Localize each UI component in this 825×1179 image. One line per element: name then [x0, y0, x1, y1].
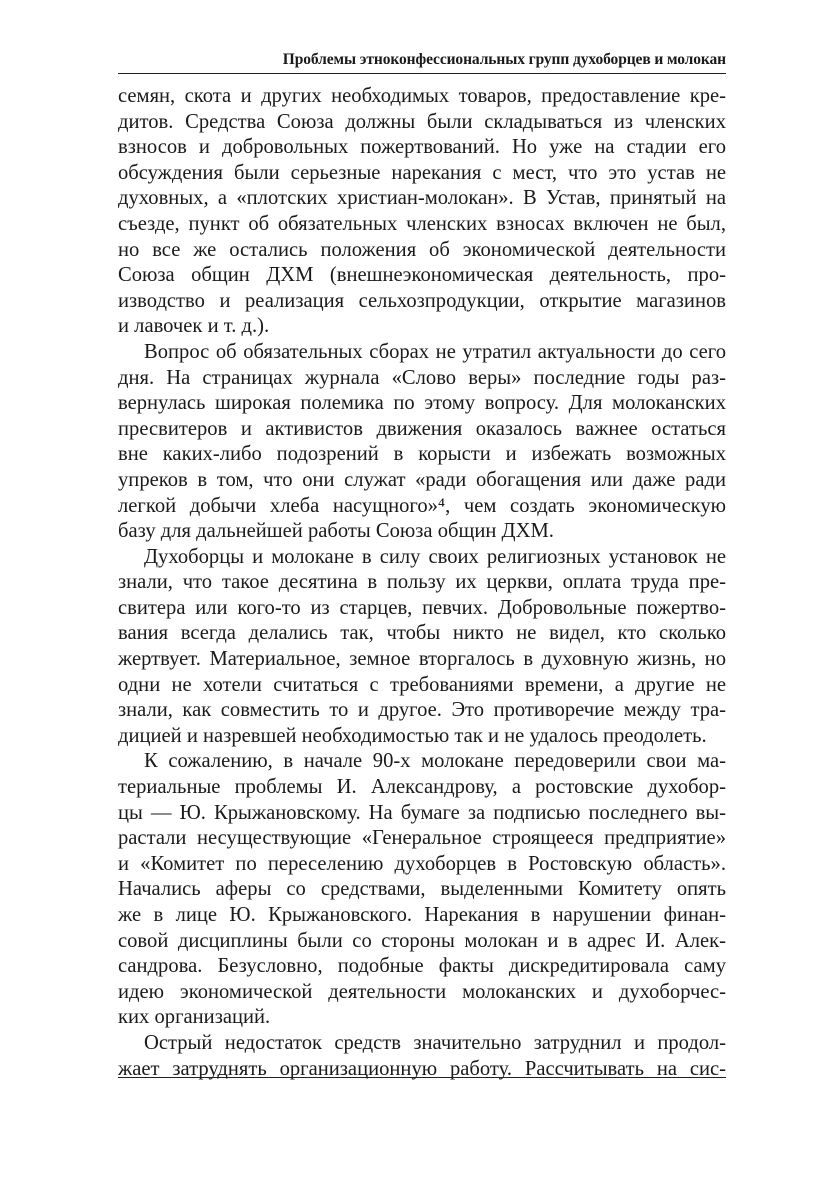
text-line: и лавочек и т. д.).: [118, 315, 270, 338]
text-line: дня. На страницах журнала «Слово веры» последние годы раз-: [118, 366, 726, 389]
text-line: цы — Ю. Крыжановскому. На бумаге за подписью последнего вы-: [118, 801, 726, 824]
text-line: одни не хотели считаться с требованиями времени, а другие не: [118, 673, 726, 696]
text-line: Начались аферы со средствами, выделенными Комитету опять: [118, 878, 726, 901]
footer-rule: [118, 1077, 726, 1078]
text-line: духовных, а «плотских христиан-молокан». В Устав, принятый на: [118, 187, 726, 210]
text-line: упреков в том, что они служат «ради обогащения или даже ради: [118, 468, 726, 491]
text-line: пресвитеров и активистов движения оказалось важнее остаться: [118, 417, 726, 440]
text-line: идею экономической деятельности молоканских и духоборчес-: [118, 980, 726, 1003]
text-line: дитов. Средства Союза должны были складываться из членских: [118, 110, 726, 133]
text-line: сандрова. Безусловно, подобные факты дискредитировала саму: [118, 955, 726, 978]
text-line: териальные проблемы И. Александрову, а ростовские духобор-: [118, 776, 726, 799]
text-line: же в лице Ю. Крыжановского. Нарекания в нарушении финан-: [118, 904, 726, 926]
text-line: базу для дальнейшей работы Союза общин ДХМ.: [118, 520, 554, 543]
text-line: и «Комитет по переселению духоборцев в Ростовскую область».: [118, 852, 726, 875]
text-line: К сожалению, в начале 90-х молокане передоверили свои ма-: [144, 750, 726, 773]
text-line: взносов и добровольных пожертвований. Но уже на стадии его: [118, 136, 726, 159]
text-line: Вопрос об обязательных сборах не утратил актуальности до сего: [144, 340, 726, 363]
text-line: легкой добычи хлеба насущного»⁴, чем создать экономическую: [118, 494, 726, 517]
text-line: вернулась широкая полемика по этому вопросу. Для молоканских: [118, 392, 726, 415]
text-line: совой дисциплины были со стороны молокан и в адрес И. Алек-: [118, 929, 726, 952]
text-line: жертвует. Материальное, земное вторгалось в духовную жизнь, но: [118, 648, 726, 671]
paragraph: [118, 749, 726, 1031]
text-line: растали несуществующие «Генеральное строящееся предприятие»: [118, 827, 726, 850]
paragraph: [118, 1031, 726, 1082]
text-line: знали, что такое десятина в пользу их церкви, оплата труда пре-: [118, 571, 726, 594]
text-line: вне каких-либо подозрений в корысти и избежать возможных: [118, 443, 726, 466]
text-line: обсуждения были серьезные нарекания с мест, что это устав не: [118, 161, 726, 184]
paragraph: [118, 340, 726, 545]
text-line: изводство и реализация сельхозпродукции, открытие магазинов: [118, 289, 726, 312]
text-line: свитера или кого-то из старцев, певчих. Добровольные пожертво-: [118, 596, 726, 619]
body-text: [118, 84, 726, 1082]
text-line: Духоборцы и молокане в силу своих религиозных установок не: [144, 545, 726, 568]
text-line: жает затруднять организационную работу. Рассчитывать на сис-: [118, 1057, 726, 1080]
text-line: Союза общин ДХМ (внешнеэкономическая деятельность, про-: [118, 264, 726, 287]
text-line: знали, как совместить то и другое. Это противоречие между тра-: [118, 699, 726, 722]
text-line: вания всегда делались так, чтобы никто не видел, кто сколько: [118, 622, 726, 645]
header-rule: [118, 73, 726, 74]
running-head: Проблемы этноконфессиональных групп духоборцев и молокан: [282, 51, 726, 68]
paragraph: [118, 84, 726, 340]
text-line: съезде, пункт об обязательных членских взносах включен не был,: [118, 212, 726, 235]
text-line: ких организаций.: [118, 1006, 271, 1029]
paragraph: [118, 545, 726, 750]
text-line: Острый недостаток средств значительно затруднил и продол-: [144, 1031, 726, 1054]
text-line: семян, скота и других необходимых товаров, предоставление кре-: [118, 85, 726, 107]
text-line: но все же остались положения об экономической деятельности: [118, 238, 726, 261]
text-line: дицией и назревшей необходимостью так и не удалось преодолеть.: [118, 724, 707, 747]
